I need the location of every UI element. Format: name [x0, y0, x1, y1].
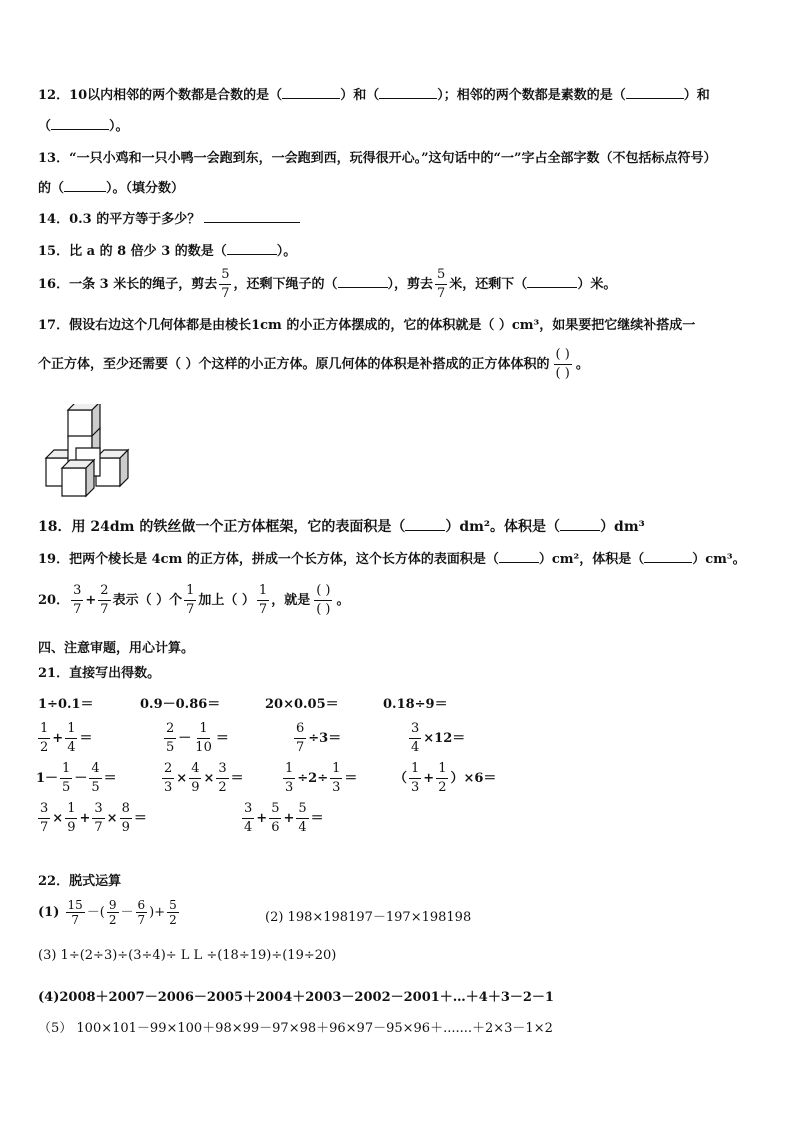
calc-item: （ $\frac{1}{3}$ + $\frac{1}{2}$ ）×6＝: [394, 761, 497, 795]
paren-fraction-blank[interactable]: $\frac{( )}{( )}$: [555, 347, 570, 381]
calc-item-1: (1) $\frac{15}{7}$ －( $\frac{9}{2}$ － $\frac{6}{7}$ )+ $\frac{5}{2}$: [38, 898, 177, 927]
answer-blank[interactable]: [338, 273, 388, 288]
answer-blank[interactable]: [626, 84, 684, 99]
calc-item-2: (2) 198×198197－197×198198: [265, 910, 472, 925]
calc-item: 0.18÷9＝: [383, 697, 448, 712]
answer-blank[interactable]: [204, 208, 300, 223]
answer-blank[interactable]: [64, 177, 106, 192]
calc-item: $\frac{1}{2}$ + $\frac{1}{4}$ ＝: [40, 721, 93, 755]
answer-blank[interactable]: [51, 115, 109, 130]
question-13-cont: 的（ ）。（填分数）: [38, 177, 184, 196]
question-20: 20． $\frac{3}{7}$ + $\frac{2}{7}$ 表示（ ）个 $\frac{1}{7}$ 加上（ ） $\frac{1}{7}$ ，就是 $\frac{( )}{( )}$ 。: [38, 583, 350, 617]
question-16: 16．一条 3 米长的绳子，剪去 $\frac{5}{7}$ ，还剩下绳子的（ ），剪去 $\frac{5}{7}$ 米，还剩下（ ）米。: [38, 267, 617, 301]
answer-blank[interactable]: [282, 84, 340, 99]
fraction: $\frac{5}{7}$: [221, 267, 230, 301]
calc-item-3: (3) 1÷(2÷3)÷(3÷4)÷ L L ÷(18÷19)÷(19÷20): [38, 948, 337, 963]
calc-item: $\frac{2}{3}$ × $\frac{4}{9}$ × $\frac{3}{2}$ ＝: [164, 761, 244, 795]
question-13: 13．“一只小鸡和一只小鸭一会跑到东，一会跑到西，玩得很开心。”这句话中的“一”字占全部字数（不包括标点符号）: [38, 151, 717, 166]
answer-blank[interactable]: [560, 516, 600, 531]
fraction: $\frac{1}{7}$: [186, 583, 195, 617]
fraction: $\frac{2}{7}$: [100, 583, 109, 617]
calc-item: 1÷0.1＝: [38, 697, 94, 712]
calc-item: 1－ $\frac{1}{5}$ － $\frac{4}{5}$ ＝: [36, 761, 117, 795]
section-heading: 四、注意审题，用心计算。: [38, 641, 195, 656]
calc-item: $\frac{6}{7}$ ÷3＝: [296, 721, 342, 755]
fraction: $\frac{5}{7}$: [437, 267, 446, 301]
calc-item: 0.9－0.86＝: [140, 697, 221, 712]
calc-item: 20×0.05＝: [265, 697, 339, 712]
calc-item: $\frac{2}{5}$ － $\frac{1}{10}$ ＝: [166, 721, 229, 755]
answer-blank[interactable]: [405, 516, 445, 531]
answer-blank[interactable]: [499, 548, 539, 563]
calc-item: $\frac{3}{4}$ + $\frac{5}{6}$ + $\frac{5}{4}$ ＝: [244, 801, 324, 835]
question-12: 12．10以内相邻的两个数都是合数的是（ ）和（ ）；相邻的两个数都是素数的是（ ）和: [38, 84, 710, 103]
question-22-title: 22．脱式运算: [38, 874, 122, 889]
calc-item-5: （5） 100×101－99×100＋98×99－97×98＋96×97－95×96＋.......＋2×3－1×2: [38, 1021, 553, 1036]
answer-blank[interactable]: [379, 84, 437, 99]
question-15: 15．比 a 的 8 倍少 3 的数是（ ）。: [38, 240, 296, 259]
question-21-title: 21．直接写出得数。: [38, 666, 161, 681]
question-18: 18．用 24dm 的铁丝做一个正方体框架，它的表面积是（ ）dm²。体积是（ ）dm³: [38, 516, 645, 536]
question-19: 19．把两个棱长是 4cm 的正方体，拼成一个长方体，这个长方体的表面积是（ ）cm²，体积是（ ）cm³。: [38, 548, 746, 567]
question-17-cont: 个正方体，至少还需要（ ）个这样的小正方体。原几何体的体积是补搭成的正方体体积的 $\frac{( )}{( )}$ 。: [38, 347, 589, 381]
calc-item: $\frac{3}{4}$ ×12＝: [411, 721, 466, 755]
answer-blank[interactable]: [527, 273, 577, 288]
calc-item: $\frac{3}{7}$ × $\frac{1}{9}$ + $\frac{3}{7}$ × $\frac{8}{9}$ ＝: [40, 801, 147, 835]
question-17: 17．假设右边这个几何体都是由棱长1cm 的小正方体摆成的，它的体积就是（ ）cm³，如果要把它继续补搭成一: [38, 318, 696, 333]
calc-item: $\frac{1}{3}$ ÷2÷ $\frac{1}{3}$ ＝: [285, 761, 358, 795]
question-14: 14．0.3 的平方等于多少？: [38, 208, 300, 227]
answer-blank[interactable]: [644, 548, 692, 563]
answer-blank[interactable]: [227, 240, 277, 255]
calc-item-4: (4)2008＋2007－2006－2005＋2004＋2003－2002－2001＋…＋4＋3－2－1: [38, 990, 554, 1005]
question-12-cont: （ ）。: [38, 115, 129, 134]
fraction: $\frac{3}{7}$: [73, 583, 82, 617]
cube-figure: [40, 404, 130, 498]
paren-fraction-blank[interactable]: $\frac{( )}{( )}$: [316, 583, 331, 617]
fraction: $\frac{1}{7}$: [258, 583, 268, 617]
